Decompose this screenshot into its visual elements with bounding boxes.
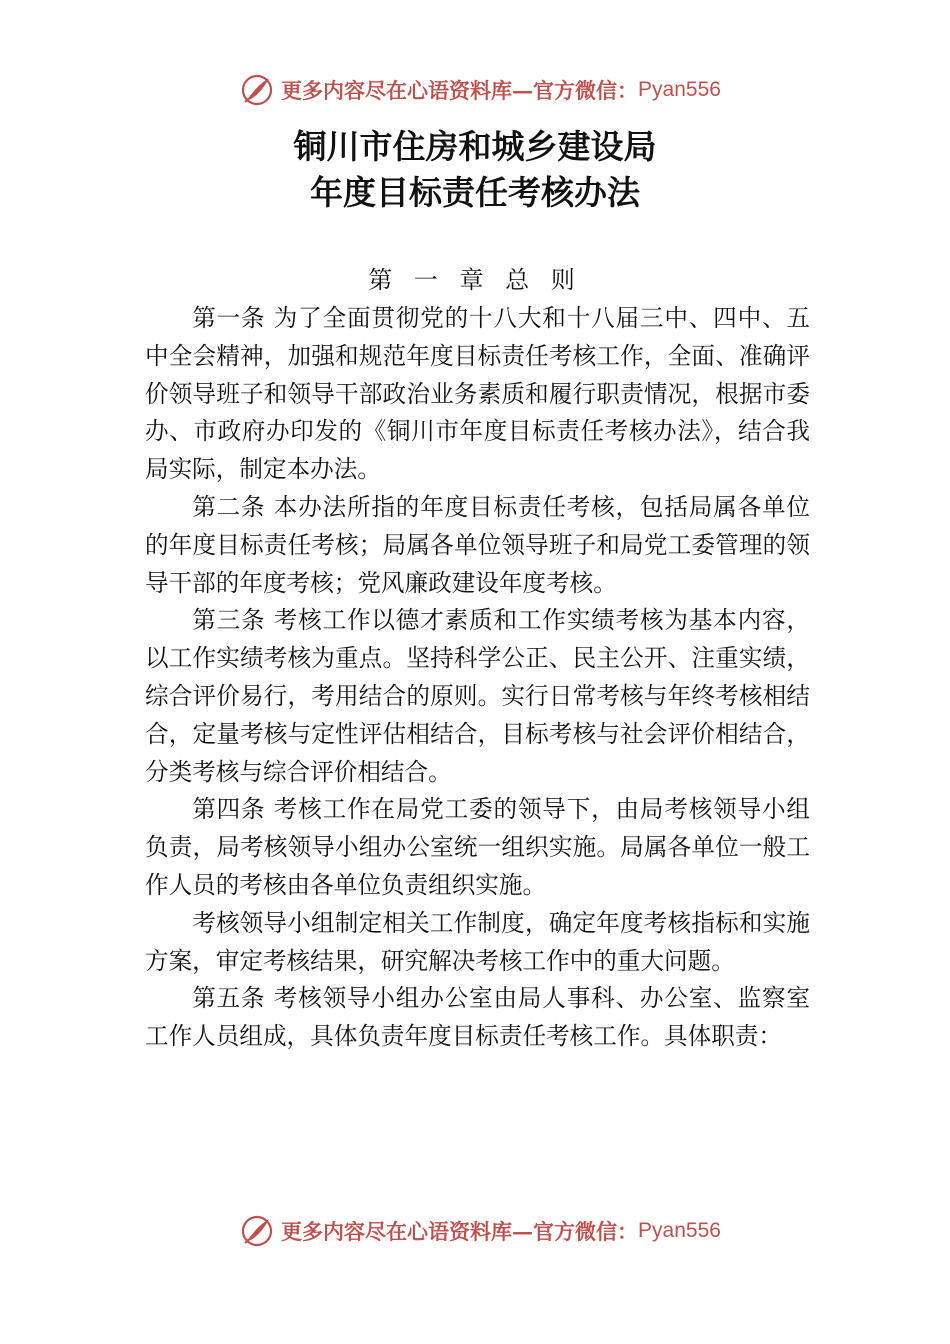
document-title [0,124,950,216]
watermark-text: 更多内容尽在心语资料库—官方微信： [281,1219,639,1244]
quill-logo-icon [239,72,275,108]
chapter-heading: 第 一 章 总 则 [368,266,582,294]
watermark-banner-top [0,70,950,110]
article-paragraph: 第四条 考核工作在局党工委的领导下，由局考核领导小组负责，局考核领导小组办公室统一组织实施。局属各单位一般工作人员的考核由各单位负责组织实施。 [145,795,810,899]
title-line-2: 年度目标责任考核办法 [310,173,640,212]
title-line-1: 铜川市住房和城乡建设局 [293,127,657,166]
watermark-text: 更多内容尽在心语资料库—官方微信： [281,78,639,103]
article-paragraph: 第二条 本办法所指的年度目标责任考核，包括局属各单位的年度目标责任考核；局属各单位领导班子和局党工委管理的领导干部的年度考核；党风廉政建设年度考核。 [145,492,810,597]
watermark-wechat-id: Pyan556 [638,1219,721,1242]
quill-logo-icon [239,1213,275,1249]
article-paragraph: 第三条 考核工作以德才素质和工作实绩考核为基本内容，以工作实绩考核为重点。坚持科学公正、民主公开、注重实绩，综合评价易行，考用结合的原则。实行日常考核与年终考核相结合，定量考核与定性评估相结合，目标考核与社会评价相结合，分类考核与综合评价相结合。 [145,606,810,786]
watermark-banner-bottom [0,1211,950,1251]
document-body [145,300,810,1056]
article-paragraph: 考核领导小组制定相关工作制度，确定年度考核指标和实施方案，审定考核结果，研究解决考核工作中的重大问题。 [145,908,810,975]
article-paragraph: 第五条 考核领导小组办公室由局人事科、办公室、监察室工作人员组成，具体负责年度目标责任考核工作。具体职责： [145,984,810,1051]
watermark-wechat-id: Pyan556 [638,78,721,101]
article-paragraph: 第一条 为了全面贯彻党的十八大和十八届三中、四中、五中全会精神，加强和规范年度目标责任考核工作，全面、准确评价领导班子和领导干部政治业务素质和履行职责情况，根据市委办、市政府办印发的《铜川市年度目标责任考核办法》，结合我局实际，制定本办法。 [145,304,810,484]
